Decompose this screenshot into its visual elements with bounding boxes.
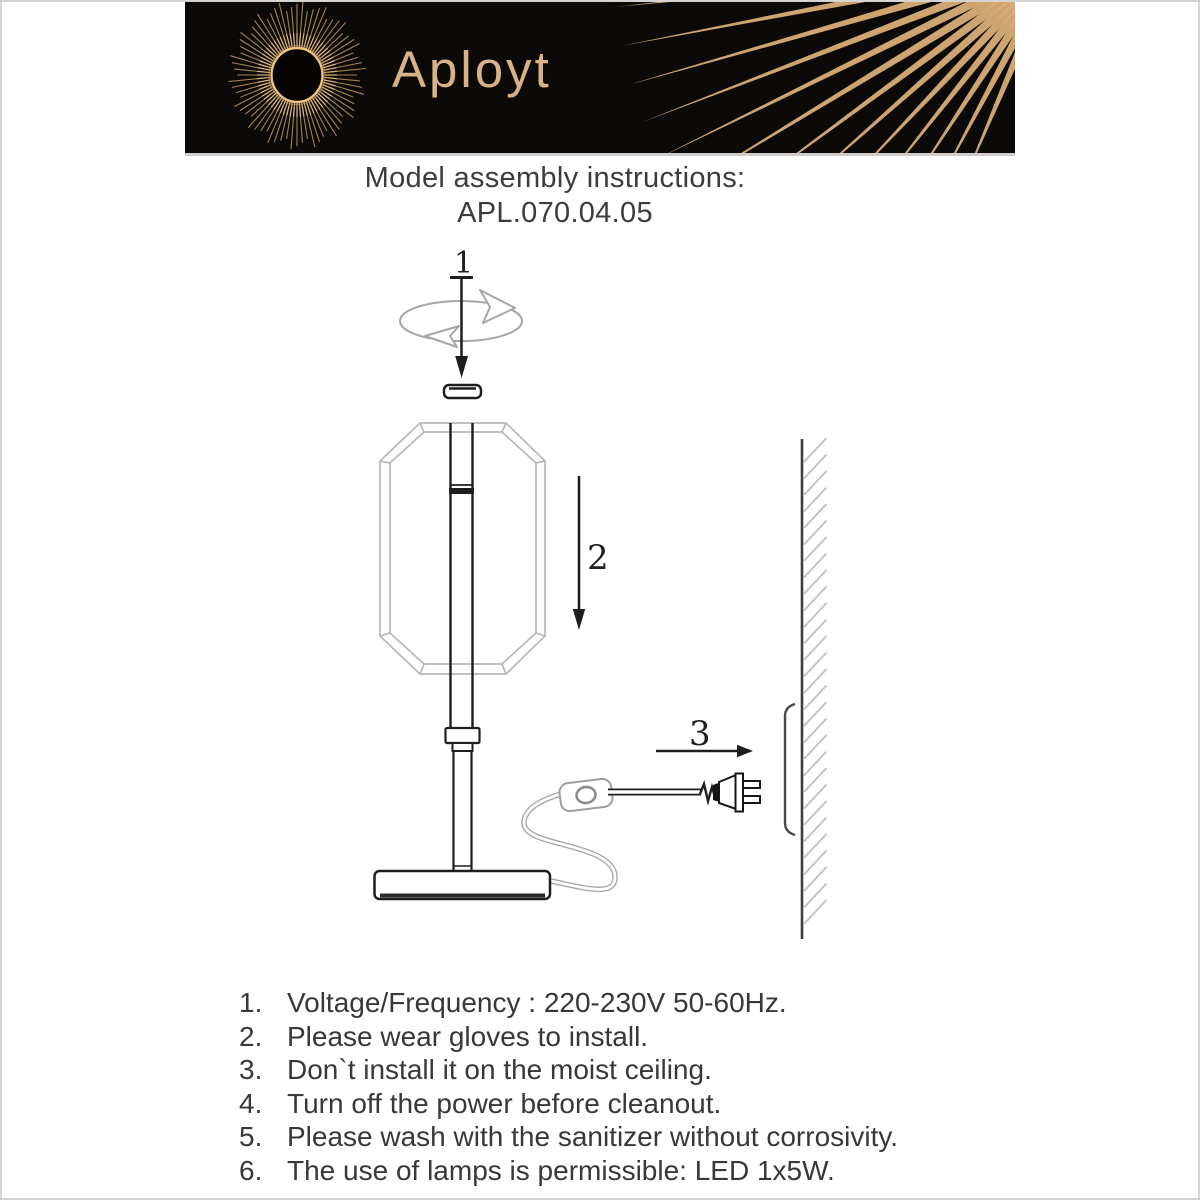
rotation-arrowhead-icon	[425, 326, 459, 347]
instruction-item	[239, 1154, 1079, 1188]
instruction-item	[239, 1020, 1079, 1054]
item-text: Please wash with the sanitizer without corrosivity.	[287, 1121, 899, 1153]
instruction-list	[239, 986, 1079, 1188]
pole-joint	[449, 488, 474, 494]
assembly-diagram	[202, 232, 902, 952]
inline-switch	[558, 778, 613, 812]
item-number: 1.	[239, 987, 263, 1018]
item-number: 2.	[239, 1020, 263, 1052]
lamp-pole	[446, 423, 480, 871]
item-text: Don`t install it on the moist ceiling.	[287, 1054, 712, 1086]
lamp-shade	[380, 423, 545, 674]
page-title: Model assembly instructions:	[364, 162, 746, 194]
item-text: Please wear gloves to install.	[287, 1020, 649, 1052]
instruction-item	[239, 986, 1079, 1020]
power-plug	[608, 774, 760, 812]
instruction-item	[239, 1120, 1079, 1154]
step-label-3: 3	[689, 714, 711, 754]
lamp-finial	[444, 385, 481, 398]
item-number: 5.	[239, 1121, 263, 1153]
item-text: Turn off the power before cleanout.	[287, 1087, 722, 1119]
brand-logo-text: Aployt	[392, 41, 552, 98]
model-number: APL.070.04.05	[457, 197, 653, 229]
switch-button-icon	[576, 786, 597, 804]
item-number: 4.	[239, 1087, 263, 1119]
step2-arrow	[573, 476, 609, 630]
plug-prong	[743, 781, 760, 788]
item-number: 3.	[239, 1054, 263, 1086]
cord-strain-relief	[700, 784, 715, 801]
step-label-1: 1	[454, 246, 474, 281]
instruction-item	[239, 1087, 1079, 1121]
item-number: 6.	[239, 1154, 263, 1186]
joint-collar	[446, 728, 480, 743]
outlet-plate	[785, 704, 795, 835]
wall	[785, 438, 827, 939]
step3-arrow	[656, 714, 753, 757]
title-block	[185, 161, 925, 231]
item-text: The use of lamps is permissible: LED 1x5W.	[287, 1154, 835, 1186]
wall-hatch-pattern	[804, 438, 827, 924]
brand-banner	[185, 2, 1015, 156]
plug-prong	[743, 796, 760, 803]
ray-fan-icon	[185, 2, 1015, 153]
step-label-2: 2	[587, 538, 609, 578]
step1-rotation-indicator	[400, 246, 522, 378]
rotation-arrowhead-icon	[480, 290, 515, 323]
instruction-item	[239, 1053, 1079, 1087]
item-text: Voltage/Frequency : 220-230V 50-60Hz.	[287, 987, 787, 1018]
lamp-base	[375, 871, 551, 899]
